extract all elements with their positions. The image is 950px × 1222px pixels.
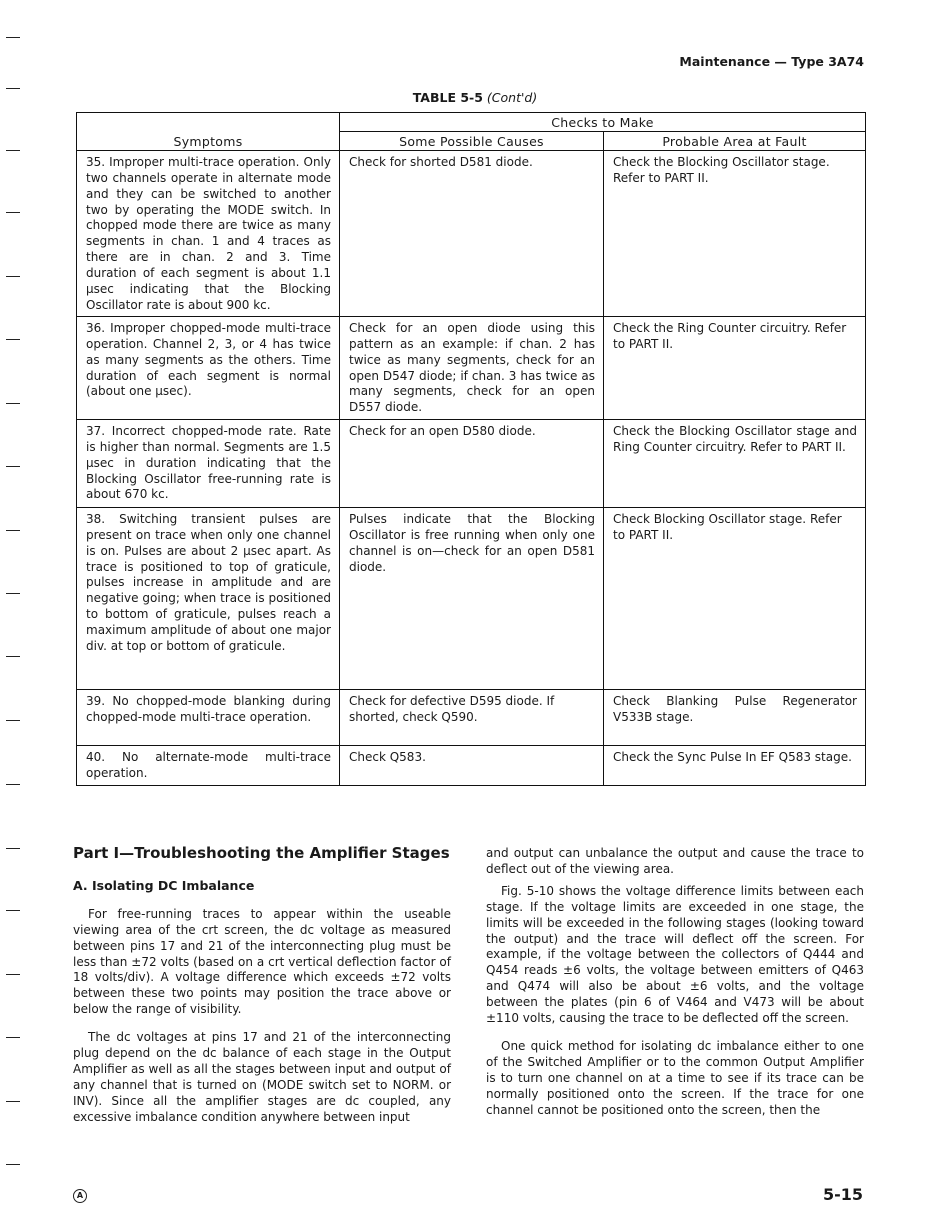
symptom-cell: 38. Switching transient pulses are present on trace when only one channel is on. Pulses are about 2 µsec apart. As trace is positioned to top of graticule, pulses increase in amplitude and are negative going; when trace is positioned to bottom of graticule, pulses reach a maximum amplitude of about one major div. at top or bottom of graticule. <box>77 507 340 689</box>
symptom-cell: 40. No alternate-mode multi-trace operation. <box>77 745 340 785</box>
margin-tick <box>6 466 20 467</box>
right-column <box>486 846 864 1119</box>
header-causes: Some Possible Causes <box>340 131 604 150</box>
margin-tick <box>6 974 20 975</box>
area-cell: Check the Blocking Oscillator stage and Ring Counter circuitry. Refer to PART II. <box>604 419 866 507</box>
margin-tick <box>6 212 20 213</box>
margin-tick <box>6 1101 20 1102</box>
symptom-cell: 37. Incorrect chopped-mode rate. Rate is higher than normal. Segments are 1.5 µsec in duration indicating that the Blocking Oscillator free-running rate is about 670 kc. <box>77 419 340 507</box>
margin-tick <box>6 784 20 785</box>
area-cell: Check the Ring Counter circuitry. Refer to PART II. <box>604 316 866 419</box>
margin-tick <box>6 88 20 89</box>
area-cell: Check the Sync Pulse In EF Q583 stage. <box>604 745 866 785</box>
header-checks-to-make: Checks to Make <box>340 113 866 132</box>
margin-tick <box>6 848 20 849</box>
table-row <box>77 507 866 689</box>
margin-tick <box>6 1037 20 1038</box>
table-row <box>77 419 866 507</box>
margin-tick <box>6 276 20 277</box>
left-column <box>73 846 451 1126</box>
area-cell: Check Blanking Pulse Regenerator V533B stage. <box>604 689 866 745</box>
margin-tick <box>6 403 20 404</box>
troubleshooting-table <box>76 112 866 786</box>
page-number: 5-15 <box>822 1185 863 1204</box>
margin-tick <box>6 593 20 594</box>
table-caption <box>0 90 950 105</box>
running-header: Maintenance — Type 3A74 <box>679 54 864 69</box>
margin-tick <box>6 720 20 721</box>
body-paragraph: One quick method for isolating dc imbalance either to one of the Switched Amplifier or to the common Output Amplifier is to turn one channel on at a time to see if its trace can be normally positioned onto the screen. If the trace for one channel cannot be positioned onto the screen, then the <box>486 1038 864 1117</box>
area-cell: Check the Blocking Oscillator stage. Refer to PART II. <box>604 150 866 316</box>
cause-cell: Check for an open diode using this pattern as an example: if chan. 2 has twice as many segments, check for an open D547 diode; if chan. 3 has twice as many segments, check for an open D557 diode. <box>340 316 604 419</box>
body-paragraph: For free-running traces to appear within the useable viewing area of the crt screen, the dc voltage as measured between pins 17 and 21 of the interconnecting plug must be less than ±72 volts (based on a crt vertical deflection factor of 18 volts/div). A voltage difference which exceeds ±72 volts between these two points may position the trace above or below the range of visibility. <box>73 906 451 1017</box>
table-row <box>77 689 866 745</box>
cause-cell: Pulses indicate that the Blocking Oscillator is free running when only one channel is on—check for an open D581 diode. <box>340 507 604 689</box>
margin-tick <box>6 530 20 531</box>
cause-cell: Check Q583. <box>340 745 604 785</box>
cause-cell: Check for an open D580 diode. <box>340 419 604 507</box>
area-cell: Check Blocking Oscillator stage. Refer to PART II. <box>604 507 866 689</box>
part-title: Part I—Troubleshooting the Amplifier Stages <box>73 844 450 862</box>
section-title: A. Isolating DC Imbalance <box>73 877 255 893</box>
symptom-cell: 36. Improper chopped-mode multi-trace operation. Channel 2, 3, or 4 has twice as many segments as the others. Time duration of each segment is normal (about one µsec). <box>77 316 340 419</box>
table-caption-label: TABLE 5-5 <box>412 90 483 105</box>
cause-cell: Check for defective D595 diode. If shorted, check Q590. <box>340 689 604 745</box>
margin-tick <box>6 339 20 340</box>
cause-cell: Check for shorted D581 diode. <box>340 150 604 316</box>
body-paragraph: Fig. 5-10 shows the voltage difference limits between each stage. If the voltage limits are exceeded in one stage, the limits will be exceeded in the following stages (looking toward the output) and the trace will deflect off the screen. For example, if the voltage between the collectors of Q444 and Q454 reads ±6 volts, the voltage between emitters of Q463 and Q474 will also be about ±6 volts, and the voltage between the plates (pin 6 of V464 and V473 will be about ±110 volts, causing the trace to be deflected off the screen. <box>486 883 864 1026</box>
table-row <box>77 316 866 419</box>
table-row <box>77 745 866 785</box>
header-symptoms: Symptoms <box>77 113 340 151</box>
table-caption-note: (Cont'd) <box>486 90 538 105</box>
table-row <box>77 150 866 316</box>
body-paragraph: and output can unbalance the output and cause the trace to deflect out of the viewing area. <box>486 846 864 876</box>
margin-tick <box>6 1164 20 1165</box>
body-paragraph: The dc voltages at pins 17 and 21 of the interconnecting plug depend on the dc balance of each stage in the Output Amplifier as well as all the stages between input and output of any channel that is turned on (MODE switch set to NORM. or INV). Since all the amplifier stages are dc coupled, any excessive imbalance condition anywhere between input <box>73 1030 451 1124</box>
margin-tick <box>6 656 20 657</box>
publisher-mark: A <box>73 1189 87 1203</box>
symptom-cell: 35. Improper multi-trace operation. Only two channels operate in alternate mode and they can be switched to another two by operating the MODE switch. In chopped mode there are twice as many segments in chan. 1 and 4 traces as there are in chan. 2 and 3. Time duration of each segment is about 1.1 µsec indicating that the Blocking Oscillator rate is about 900 kc. <box>77 150 340 316</box>
margin-tick <box>6 37 20 38</box>
header-area-at-fault: Probable Area at Fault <box>604 131 866 150</box>
margin-tick <box>6 910 20 911</box>
symptom-cell: 39. No chopped-mode blanking during chopped-mode multi-trace operation. <box>77 689 340 745</box>
margin-tick <box>6 150 20 151</box>
